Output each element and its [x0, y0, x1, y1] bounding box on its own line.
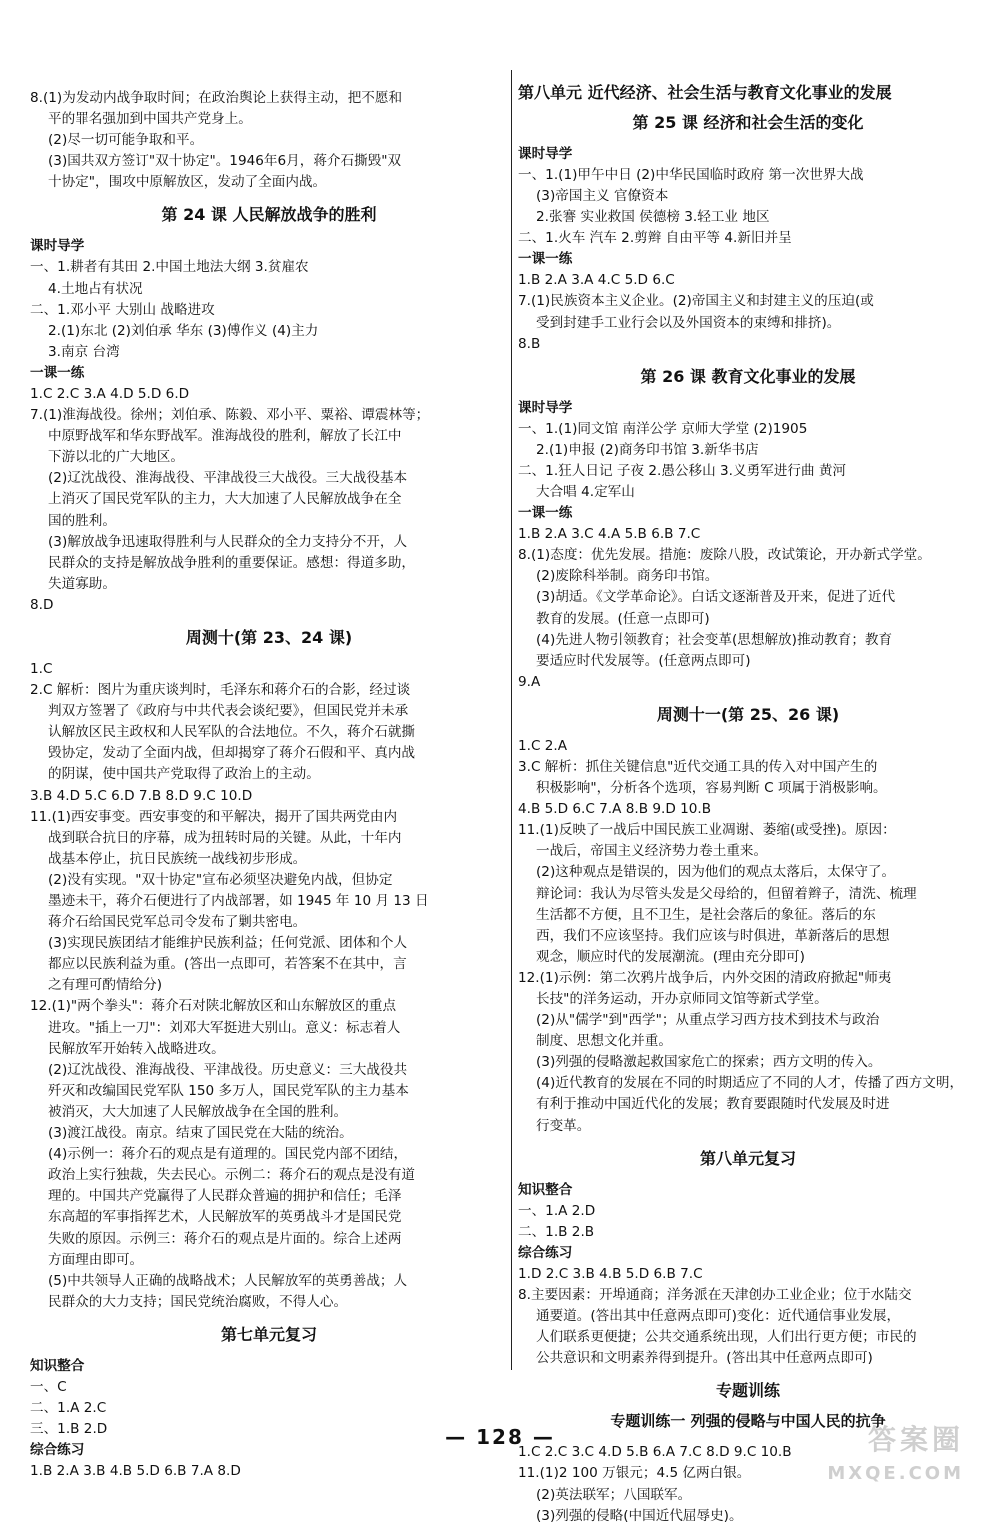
answer-line: 民群众的支持是解放战争胜利的重要保证。感想：得道多助，: [48, 554, 416, 571]
answer-line: 12.(1)示例：第二次鸦片战争后，内外交困的清政府掀起"师夷: [518, 969, 892, 986]
unit-8-title: 第八单元 近代经济、社会生活与教育文化事业的发展: [518, 83, 892, 102]
answer-line: (4)近代教育的发展在不同的时期适应了不同的人才，传播了西方文明，: [536, 1075, 964, 1092]
answer-line: 1.C 2.C 3.A 4.D 5.D 6.D: [30, 385, 190, 402]
answer-line: 墨迹未干，蒋介石便进行了内战部署，如 1945 年 10 月 13 日: [48, 893, 429, 909]
answer-line: 行变革。: [536, 1117, 591, 1134]
answer-line: (3)列强的侵略(中国近代屈辱史)。: [536, 1507, 743, 1524]
watermark-url: MXQE.COM: [827, 1463, 964, 1484]
answer-line: 2.(1)东北 (2)刘伯承 华东 (3)傅作义 (4)主力: [48, 322, 319, 339]
answer-line: 11.(1)西安事变。西安事变的和平解决，揭开了国共两党由内: [30, 808, 398, 825]
guide-heading: 课时导学: [30, 238, 85, 255]
answer-line: 进攻。"插上一刀"：刘邓大军挺进大别山。意义：标志着人: [48, 1019, 401, 1036]
practice-heading: 一课一练: [518, 505, 573, 522]
answer-line: (4)示例一：蒋介石的观点是有道理的。国民党内部不团结，: [48, 1146, 408, 1163]
answer-line: 1.D 2.C 3.B 4.B 5.D 6.B 7.C: [518, 1265, 703, 1282]
answer-line: 都应以民族利益为重。(答出一点即可，若答案不在其中，言: [48, 956, 407, 973]
answer-line: 8.主要因素：开埠通商；洋务派在天津创办工业企业；位于水陆交: [518, 1286, 912, 1303]
answer-line: 受到封建手工业行会以及外国资本的束缚和排挤)。: [536, 314, 841, 331]
answer-line: 国的胜利。: [48, 512, 116, 529]
answer-line: 2.C 解析：图片为重庆谈判时，毛泽东和蒋介石的合影，经过谈: [30, 682, 411, 699]
answer-line: (2)废除科举制。商务印书馆。: [536, 568, 719, 585]
intro-answers: [30, 88, 508, 193]
answer-line: 要适应时代发展等。(任意两点即可): [536, 652, 751, 669]
answer-line: 7.(1)淮海战役。徐州；刘伯承、陈毅、邓小平、粟裕、谭震林等；: [30, 407, 430, 424]
answer-line: 之有理可酌情给分): [48, 977, 163, 994]
answer-line: 公共意识和文明素养得到提升。(答出其中任意两点即可): [536, 1350, 873, 1367]
unit-8-review-title: 第八单元复习: [699, 1148, 796, 1168]
answer-line: 蒋介石给国民党军总司令发布了剿共密电。: [48, 914, 307, 931]
answer-line: 平的罪名强加到中国共产党身上。: [48, 111, 252, 128]
answer-line: 十协定"，围攻中原解放区，发动了全面内战。: [48, 174, 327, 191]
answer-line: (3)解放战争迅速取得胜利与人民群众的全力支持分不开，人: [48, 533, 408, 550]
answer-line: 1.B 2.A 3.B 4.B 5.D 6.B 7.A 8.D: [30, 1463, 241, 1480]
answer-line: 战基本停止，抗日民族统一战线初步形成。: [48, 850, 307, 867]
answer-line: 民群众的大力支持；国民党统治腐败，不得人心。: [48, 1293, 348, 1310]
answer-line: (2)尽一切可能争取和平。: [48, 132, 204, 149]
answer-line: 积极影响"，分析各个选项，容易判断 C 项属于消极影响。: [536, 780, 887, 797]
answer-line: 4.土地占有状况: [48, 280, 143, 297]
answer-line: 认解放区民主政权和人民军队的合法地位。不久，蒋介石就撕: [48, 724, 416, 741]
answer-line: 上消灭了国民党军队的主力，大大加速了人民解放战争在全: [48, 491, 402, 508]
answer-line: 2.(1)申报 (2)商务印书馆 3.新华书店: [536, 441, 759, 458]
answer-line: 8.(1)态度：优先发展。措施：废除八股，改试策论，开办新式学堂。: [518, 547, 931, 564]
answer-line: 8.B: [518, 335, 541, 352]
answer-line: 9.A: [518, 673, 541, 690]
answer-line: 毁协定，发动了全面内战，但却揭穿了蒋介石假和平、真内战: [48, 745, 416, 762]
lesson-24-title: 第 24 课 人民解放战争的胜利: [161, 205, 377, 225]
answer-line: 人们联系更便捷；公共交通系统出现，人们出行更方便；市民的: [536, 1329, 917, 1346]
answer-line: (4)先进人物引领教育；社会变革(思想解放)推动教育；教育: [536, 631, 893, 648]
answer-line: 1.B 2.A 3.A 4.C 5.D 6.C: [518, 272, 675, 289]
practice-heading: 一课一练: [518, 251, 573, 268]
special-training-title: 专题训练: [715, 1381, 780, 1401]
answer-line: (2)从"儒学"到"西学"；从重点学习西方技术到技术与政治: [536, 1012, 880, 1029]
answer-line: 一、1.A 2.D: [518, 1202, 596, 1219]
knowledge-heading: 知识整合: [30, 1357, 85, 1374]
answer-line: 有利于推动中国近代化的发展；教育要跟随时代发展及时进: [536, 1096, 890, 1113]
week-test-11-title: 周测十一(第 25、26 课): [656, 704, 840, 724]
answer-line: 政治上实行独裁，失去民心。示例二：蒋介石的观点是没有道: [48, 1167, 416, 1184]
answer-line: 二、1.B 2.B: [518, 1223, 595, 1240]
answer-line: 失道寡助。: [48, 575, 116, 592]
answer-line: (2)这种观点是错误的，因为他们的观点太落后，太保守了。: [536, 864, 896, 881]
comprehensive-heading: 综合练习: [518, 1244, 573, 1261]
practice-heading: 一课一练: [30, 364, 85, 381]
answer-line: 通要道。(答出其中任意两点即可)变化：近代通信事业发展，: [536, 1308, 901, 1325]
answer-line: 3.南京 台湾: [48, 343, 120, 360]
answer-line: 制度、思想文化并重。: [536, 1033, 672, 1050]
answer-line: 生活都不方便，且不卫生，是社会落后的象征。落后的东: [536, 906, 876, 923]
answer-line: 1.C: [30, 660, 53, 677]
right-column: [518, 83, 978, 1527]
answer-line: (3)实现民族团结才能维护民族利益；任何党派、团体和个人: [48, 935, 408, 952]
answer-line: (3)胡适。《文学革命论》。白话文逐渐普及开来，促进了近代: [536, 589, 896, 606]
knowledge-heading: 知识整合: [518, 1181, 573, 1198]
answer-line: 二、1.火车 汽车 2.剪辫 自由平等 4.新旧并呈: [518, 230, 792, 247]
answer-line: (3)列强的侵略激起救国家危亡的探索；西方文明的传入。: [536, 1054, 882, 1071]
answer-line: (2)辽沈战役、淮海战役、平津战役三大战役。三大战役基本: [48, 470, 408, 487]
answer-line: 3.C 解析：抓住关键信息"近代交通工具的传入对中国产生的: [518, 758, 878, 775]
guide-heading: 课时导学: [518, 146, 573, 162]
column-divider: [511, 70, 512, 1370]
answer-line: 二、1.邓小平 大别山 战略进攻: [30, 301, 215, 318]
answer-line: 中原野战军和华东野战军。淮海战役的胜利，解放了长江中: [48, 428, 402, 445]
answer-line: 方面理由即可。: [48, 1251, 144, 1268]
week-test-10-title: 周测十(第 23、24 课): [185, 627, 353, 647]
answer-line: 二、1.A 2.C: [30, 1399, 107, 1416]
answer-line: 一、C: [30, 1378, 67, 1395]
answer-line: 一战后，帝国主义经济势力卷土重来。: [536, 843, 768, 860]
lesson-26-title: 第 26 课 教育文化事业的发展: [640, 366, 856, 386]
answer-line: 12.(1)"两个拳头"：蒋介石对陕北解放区和山东解放区的重点: [30, 998, 397, 1015]
answer-line: 一、1.(1)甲午中日 (2)中华民国临时政府 第一次世界大战: [518, 167, 864, 183]
answer-line: (2)辽沈战役、淮海战役、平津战役。历史意义：三大战役共: [48, 1061, 408, 1078]
answer-line: (3)国共双方签订"双十协定"。1946年6月，蒋介石撕毁"双: [48, 153, 402, 170]
answer-line: 一、1.(1)同文馆 南洋公学 京师大学堂 (2)1905: [518, 420, 808, 437]
answer-line: 观念，顺应时代的发展潮流。(理由充分即可): [536, 948, 805, 965]
answer-line: 理的。中国共产党赢得了人民群众普遍的拥护和信任；毛泽: [48, 1188, 402, 1205]
guide-heading: 课时导学: [518, 399, 573, 416]
answer-line: (2)英法联军；八国联军。: [536, 1486, 692, 1503]
answer-line: 判双方签署了《政府与中共代表会谈纪要》，但国民党并未承: [48, 703, 409, 720]
watermark-logo: 答案圈: [867, 1423, 964, 1456]
answer-line: 辩论词：我认为尽管头发是父母给的，但留着辫子，清洗、梳理: [536, 885, 917, 902]
answer-line: (5)中共领导人正确的战略战术；人民解放军的英勇善战；人: [48, 1272, 408, 1289]
answer-line: 8.D: [30, 596, 54, 613]
answer-line: 民解放军开始转入战略进攻。: [48, 1040, 225, 1057]
answer-line: 三、1.B 2.D: [30, 1421, 108, 1438]
answer-line: 11.(1)2 100 万银元；4.5 亿两白银。: [518, 1465, 751, 1482]
answer-line: (2)没有实现。"双十协定"宣布必须坚决避免内战，但协定: [48, 871, 393, 888]
answer-line: 战到联合抗日的序幕，成为扭转时局的关键。从此，十年内: [48, 829, 402, 846]
page-number: — 128 —: [445, 1425, 555, 1449]
left-column: [30, 88, 508, 1482]
answer-line: 11.(1)反映了一战后中国民族工业凋谢、萎缩(或受挫)。原因：: [518, 822, 896, 839]
answer-line: (3)帝国主义 官僚资本: [536, 188, 669, 205]
answer-line: 失败的原因。示例三：蒋介石的观点是片面的。综合上述两: [48, 1230, 402, 1247]
answer-line: 大合唱 4.定军山: [536, 484, 635, 501]
answer-line: 7.(1)民族资本主义企业。(2)帝国主义和封建主义的压迫(或: [518, 293, 874, 310]
answer-line: 被消灭，大大加速了人民解放战争在全国的胜利。: [48, 1103, 348, 1120]
comprehensive-heading: 综合练习: [30, 1442, 85, 1459]
lesson-25-title: 第 25 课 经济和社会生活的变化: [632, 113, 864, 132]
answer-line: 西，我们不应该坚持。我们应该与时俱进，革新落后的思想: [536, 927, 890, 944]
answer-line: 长技"的洋务运动，开办京师同文馆等新式学堂。: [536, 991, 828, 1007]
answer-line: 2.张謇 实业救国 侯德榜 3.轻工业 地区: [536, 209, 770, 226]
answer-line: 1.B 2.A 3.C 4.A 5.B 6.B 7.C: [518, 526, 701, 543]
answer-line: 东高超的军事指挥艺术，人民解放军的英勇战斗才是国民党: [48, 1209, 402, 1226]
answer-line: 1.C 2.C 3.C 4.D 5.B 6.A 7.C 8.D 9.C 10.B: [518, 1444, 792, 1461]
answer-line: 教育的发展。(任意一点即可): [536, 610, 710, 627]
answer-line: 歼灭和改编国民党军队 150 多万人，国民党军队的主力基本: [48, 1082, 409, 1099]
answer-line: 一、1.耕者有其田 2.中国土地法大纲 3.贫雇农: [30, 259, 309, 276]
answer-line: 下游以北的广大地区。: [48, 449, 184, 466]
answer-line: 的阴谋，使中国共产党取得了政治上的主动。: [48, 766, 320, 783]
special-training-subtitle: 专题训练一 列强的侵略与中国人民的抗争: [610, 1412, 886, 1431]
answer-line: 1.C 2.A: [518, 737, 568, 754]
unit-7-review-title: 第七单元复习: [220, 1324, 317, 1344]
answer-line: 8.(1)为发动内战争取时间；在政治舆论上获得主动，把不愿和: [30, 90, 403, 106]
answer-line: 二、1.狂人日记 子夜 2.愚公移山 3.义勇军进行曲 黄河: [518, 462, 847, 479]
answer-line: 4.B 5.D 6.C 7.A 8.B 9.D 10.B: [518, 801, 712, 818]
answer-line: (3)渡江战役。南京。结束了国民党在大陆的统治。: [48, 1125, 353, 1142]
answer-line: 3.B 4.D 5.C 6.D 7.B 8.D 9.C 10.D: [30, 787, 253, 804]
